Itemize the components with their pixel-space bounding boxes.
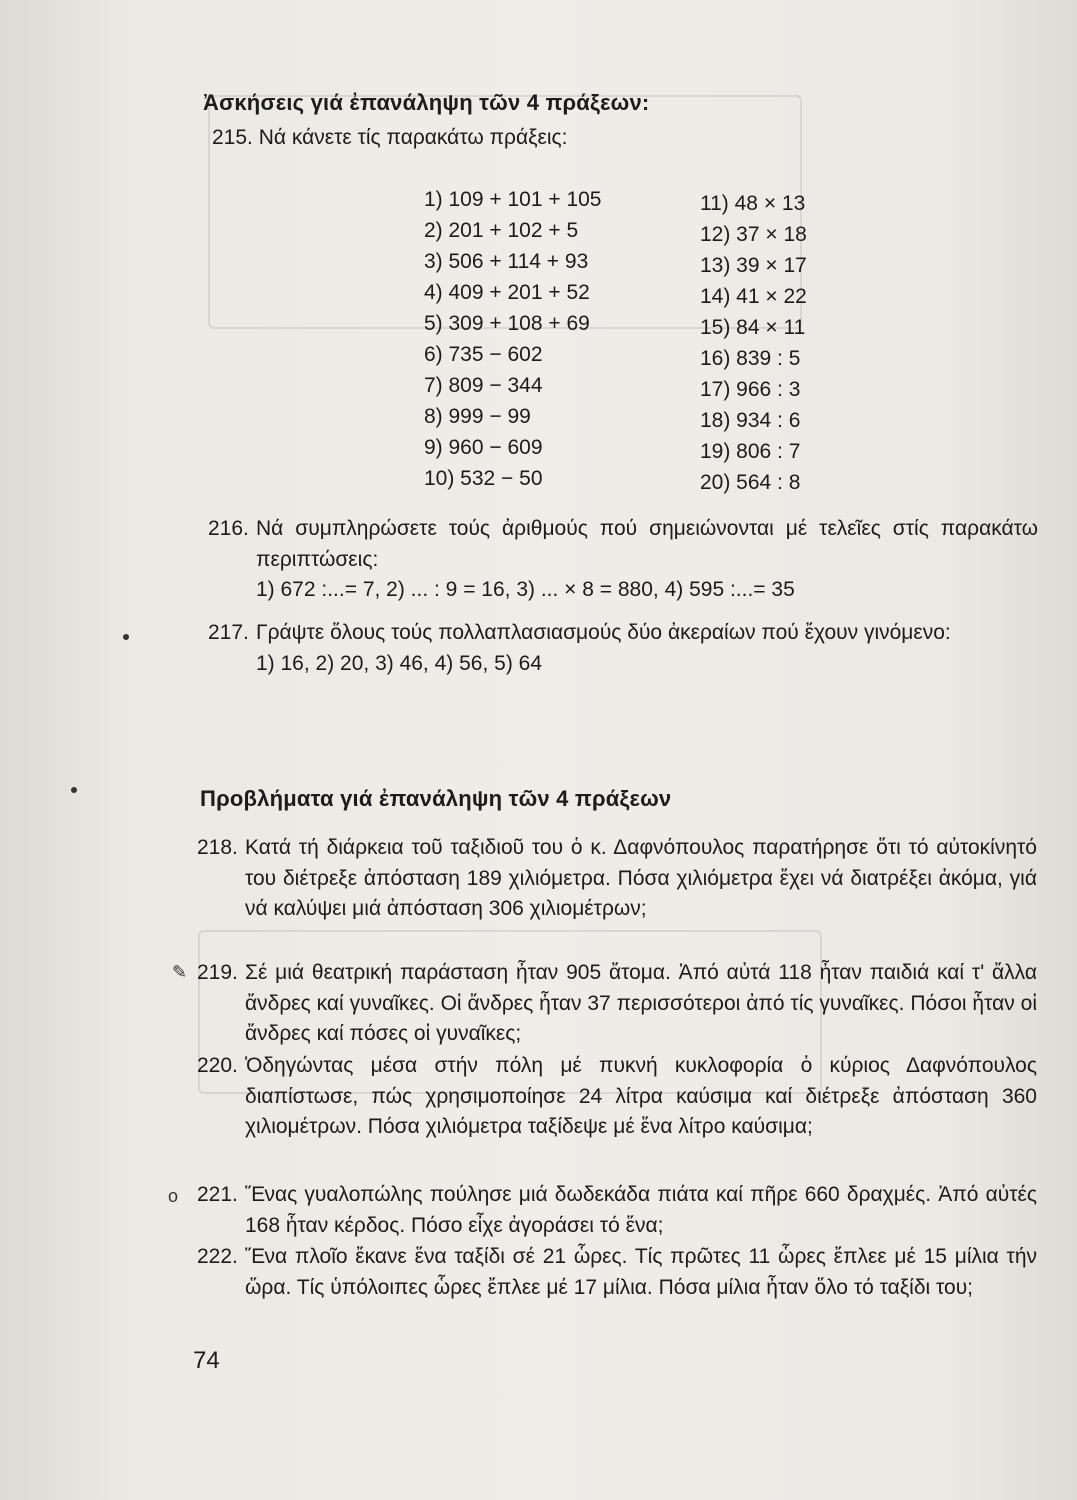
- page-number: 74: [193, 1347, 220, 1374]
- problem-text: Ἕνα πλοῖο ἔκανε ἕνα ταξίδι σέ 21 ὧρες. Τίς πρῶτες 11 ὧρες ἔπλεε μέ 15 μίλια τήν ὥρα. Τίς ὑπόλοιπες ὧρες ἔπλεε μέ 17 μίλια. Πόσα μίλια ἦταν ὅλο τό ταξίδι του;: [245, 1245, 1037, 1299]
- operation-item: 16) 839 : 5: [700, 347, 801, 370]
- operation-item: 20) 564 : 8: [700, 471, 801, 494]
- problem-219: [197, 958, 1037, 1050]
- exercise-216: [208, 514, 1038, 606]
- operation-item: 14) 41 × 22: [700, 285, 807, 308]
- operation-item: 15) 84 × 11: [700, 316, 806, 339]
- section-title-exercises: Ἀσκήσεις γιά ἐπανάληψη τῶν 4 πράξεων:: [203, 90, 650, 115]
- exercise-instruction: Νά κάνετε τίς παρακάτω πράξεις:: [258, 126, 568, 149]
- operation-item: 1) 109 + 101 + 105: [424, 188, 602, 211]
- operation-item: 7) 809 − 344: [424, 374, 543, 397]
- problem-222: [197, 1242, 1037, 1303]
- circle-mark-icon: o: [168, 1186, 179, 1206]
- problem-220: [197, 1051, 1037, 1143]
- problem-number: 222.: [197, 1245, 238, 1268]
- operation-item: 13) 39 × 17: [700, 254, 807, 277]
- pencil-mark-icon: ✎: [172, 962, 188, 982]
- problem-text: Κατά τή διάρκεια τοῦ ταξιδιοῦ του ὁ κ. Δαφνόπουλος παρατήρησε ὅτι τό αὐτοκίνητό του διέτρεξε ἀπόσταση 189 χιλιόμετρα. Πόσα χιλιόμετρα ἔχει νά διατρέξει ἀκόμα, γιά νά καλύψει μιά ἀπόσταση 306 χιλιομέτρων;: [245, 836, 1037, 920]
- exercise-number: 217.: [208, 621, 249, 644]
- exercise-items: 1) 672 :...= 7, 2) ... : 9 = 16, 3) ... × 8 = 880, 4) 595 :...= 35: [256, 578, 795, 601]
- operation-item: 19) 806 : 7: [700, 440, 801, 463]
- operation-item: 10) 532 − 50: [424, 467, 543, 490]
- operation-item: 17) 966 : 3: [700, 378, 801, 401]
- operation-item: 6) 735 − 602: [424, 343, 543, 366]
- section-title-problems: Προβλήματα γιά ἐπανάληψη τῶν 4 πράξεων: [200, 786, 672, 811]
- exercise-215: [212, 123, 568, 152]
- problem-text: Ἕνας γυαλοπώλης πούλησε μιά δωδεκάδα πιάτα καί πῆρε 660 δραχμές. Ἀπό αὐτές 168 ἦταν κέρδος. Πόσο εἶχε ἀγοράσει τό ἕνα;: [245, 1183, 1037, 1237]
- problem-text: Ὁδηγώντας μέσα στήν πόλη μέ πυκνή κυκλοφορία ὁ κύριος Δαφνόπουλος διαπίστωσε, πώς χρησιμοποίησε 24 λίτρα καύσιμα καί διέτρεξε ἀπόσταση 360 χιλιομέτρων. Πόσα χιλιόμετρα ταξίδεψε μέ ἕνα λίτρο καύσιμα;: [245, 1054, 1037, 1138]
- operation-item: 3) 506 + 114 + 93: [424, 250, 589, 273]
- operation-item: 5) 309 + 108 + 69: [424, 312, 590, 335]
- operation-item: 18) 934 : 6: [700, 409, 801, 432]
- margin-dot: [71, 787, 77, 793]
- margin-dot: [123, 634, 129, 640]
- exercise-items: 1) 16, 2) 20, 3) 46, 4) 56, 5) 64: [256, 651, 543, 675]
- operation-item: 4) 409 + 201 + 52: [424, 281, 590, 304]
- exercise-instruction: Γράψτε ὅλους τούς πολλαπλασιασμούς δύο ἀκεραίων πού ἔχουν γινόμενο:: [256, 621, 951, 644]
- problem-number: 219.: [197, 961, 238, 984]
- exercise-217: [208, 618, 1038, 679]
- exercise-number: 215.: [212, 126, 253, 149]
- problem-221: [197, 1180, 1037, 1241]
- operations-column-2: [700, 188, 807, 498]
- problem-number: 221.: [197, 1183, 238, 1206]
- problem-number: 218.: [197, 836, 238, 859]
- problem-218: [197, 833, 1037, 925]
- problem-text: Σέ μιά θεατρική παράσταση ἦταν 905 ἄτομα. Ἀπό αὐτά 118 ἦταν παιδιά καί τ' ἄλλα ἄνδρες καί γυναῖκες. Οἱ ἄνδρες ἦταν 37 περισσότεροι ἀπό τίς γυναῖκες. Πόσοι ἦταν οἱ ἄνδρες καί πόσες οἱ γυναῖκες;: [245, 961, 1037, 1045]
- operation-item: 8) 999 − 99: [424, 405, 531, 428]
- operations-column-1: [424, 184, 602, 494]
- operation-item: 12) 37 × 18: [700, 223, 807, 246]
- exercise-instruction: Νά συμπληρώσετε τούς ἀριθμούς πού σημειώνονται μέ τελεῖες στίς παρακάτω περιπτώσεις:: [256, 517, 1038, 571]
- operation-item: 11) 48 × 13: [700, 192, 806, 215]
- exercise-number: 216.: [208, 517, 249, 540]
- operation-item: 2) 201 + 102 + 5: [424, 219, 579, 242]
- problem-number: 220.: [197, 1054, 238, 1077]
- operation-item: 9) 960 − 609: [424, 436, 543, 459]
